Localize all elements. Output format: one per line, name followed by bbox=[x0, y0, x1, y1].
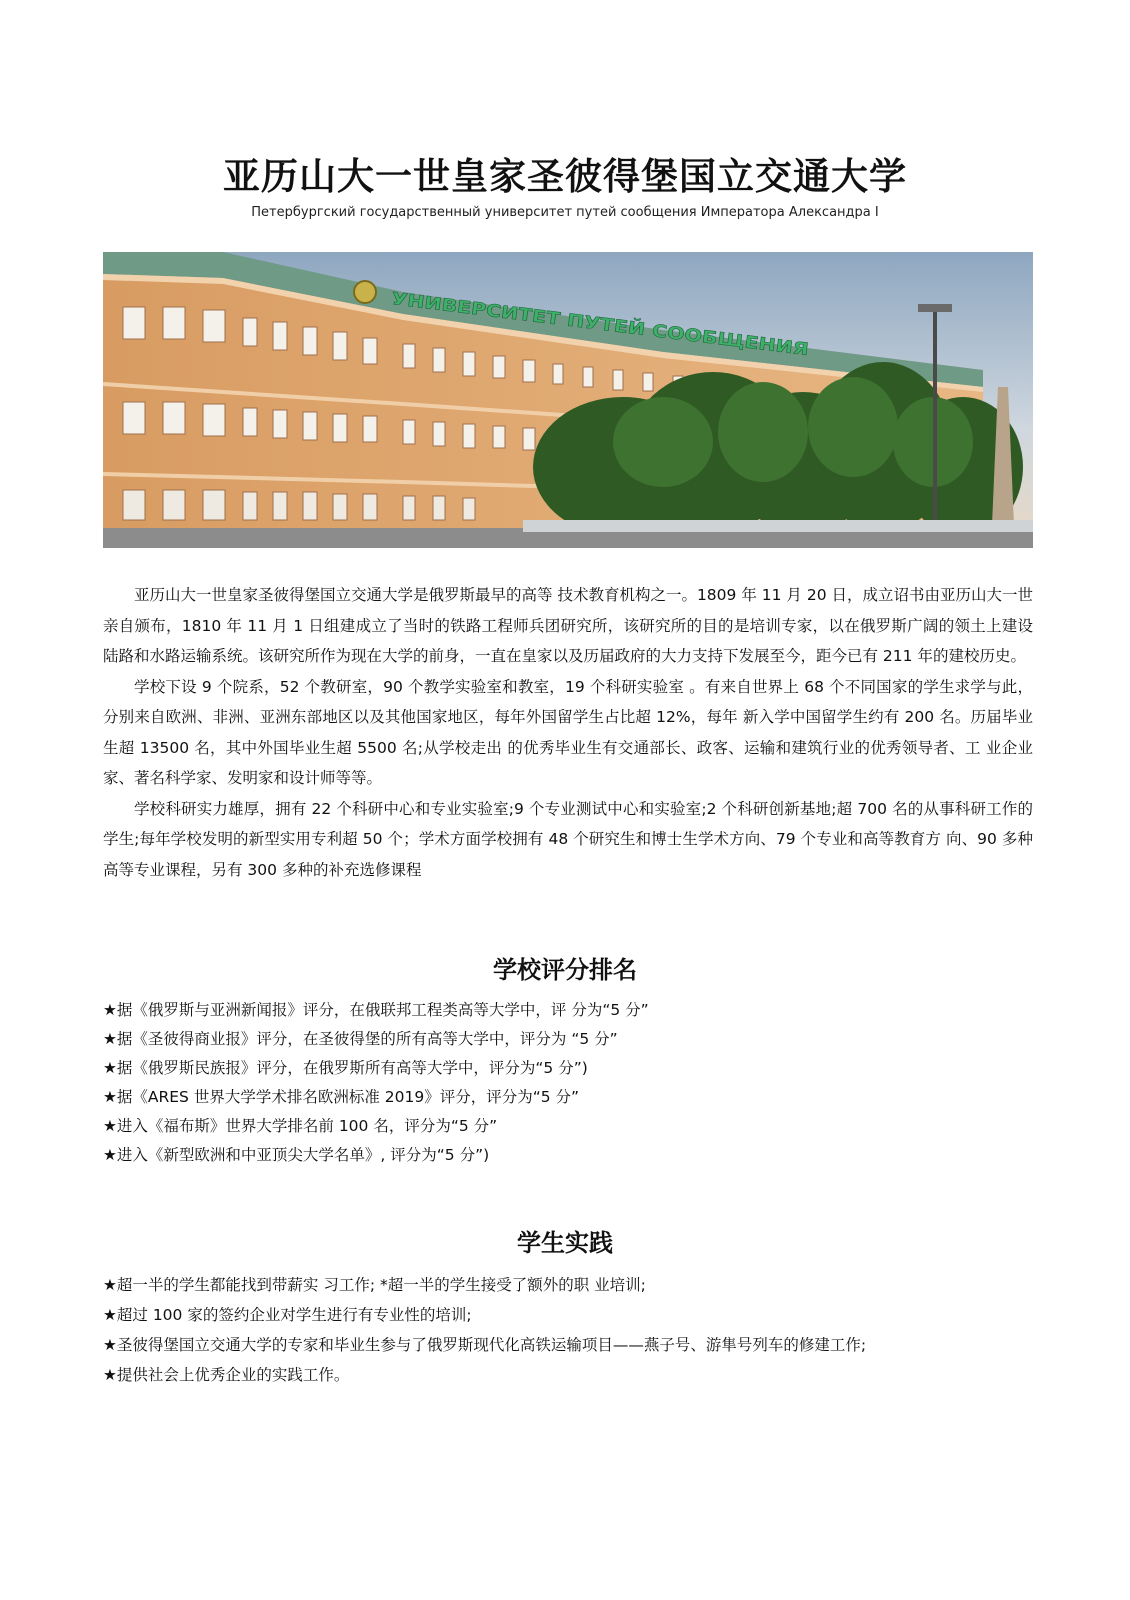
page-subtitle: Петербургский государственный университет путей сообщения Императора Александра I bbox=[251, 205, 879, 220]
page-title: 亚历山大一世皇家圣彼得堡国立交通大学 bbox=[223, 155, 907, 198]
intro-paragraph: 学校科研实力雄厚，拥有 22 个科研中心和专业实验室;9 个专业测试中心和实验室;2 个科研创新基地;超 700 名的从事科研工作的学生;每年学校发明的新型实用专利超 50 个；学术方面学校拥有 48 个研究生和博士生学术方向、79 个专业和高等教育方 向、90 多种高等专业课程，另有 300 多种的补充选修课程 bbox=[103, 799, 1033, 879]
list-item: ★据《ARES 世界大学学术排名欧洲标准 2019》评分，评分为“5 分” bbox=[103, 1088, 580, 1106]
list-item: ★提供社会上优秀企业的实践工作。 bbox=[103, 1366, 350, 1384]
university-building-photo bbox=[103, 252, 1033, 548]
list-item: ★据《俄罗斯民族报》评分，在俄罗斯所有高等大学中，评分为“5 分”) bbox=[103, 1059, 588, 1077]
list-item: ★圣彼得堡国立交通大学的专家和毕业生参与了俄罗斯现代化高铁运输项目——燕子号、游隼号列车的修建工作; bbox=[103, 1336, 867, 1354]
ranking-section-title: 学校评分排名 bbox=[493, 956, 637, 984]
list-item: ★超一半的学生都能找到带薪实 习工作; *超一半的学生接受了额外的职 业培训; bbox=[103, 1276, 646, 1294]
intro-paragraph: 学校下设 9 个院系，52 个教研室，90 个教学实验室和教室，19 个科研实验室 。有来自世界上 68 个不同国家的学生求学与此，分别来自欧洲、非洲、亚洲东部地区以及其他国家地区，每年外国留学生占比超 12%，每年 新入学中国留学生约有 200 名。历届毕业生超 13500 名，其中外国毕业生超 5500 名;从学校走出 的优秀毕业生有交通部长、政客、运输和建筑行业的优秀领导者、工 业企业家、著名科学家、发明家和设计师等等。 bbox=[103, 677, 1033, 787]
practice-section-title: 学生实践 bbox=[517, 1229, 613, 1257]
list-item: ★进入《新型欧洲和中亚顶尖大学名单》, 评分为“5 分”) bbox=[103, 1146, 490, 1164]
list-item: ★进入《福布斯》世界大学排名前 100 名，评分为“5 分” bbox=[103, 1117, 498, 1135]
intro-text bbox=[103, 580, 1033, 885]
list-item: ★超过 100 家的签约企业对学生进行有专业性的培训; bbox=[103, 1306, 472, 1324]
practice-list bbox=[103, 1270, 1043, 1390]
list-item: ★据《俄罗斯与亚洲新闻报》评分，在俄联邦工程类高等大学中，评 分为“5 分” bbox=[103, 1001, 649, 1019]
ranking-list bbox=[103, 996, 1043, 1170]
list-item: ★据《圣彼得商业报》评分，在圣彼得堡的所有高等大学中，评分为 “5 分” bbox=[103, 1030, 618, 1048]
intro-paragraph: 亚历山大一世皇家圣彼得堡国立交通大学是俄罗斯最早的高等 技术教育机构之一。1809 年 11 月 20 日，成立诏书由亚历山大一世亲自颁布，1810 年 11 月 1 日组建成立了当时的铁路工程师兵团研究所，该研究所的目的是培训专家，以在俄罗斯广阔的领土上建设陆路和水路运输系统。该研究所作为现在大学的前身，一直在皇家以及历届政府的大力支持下发展至今，距今已有 211 年的建校历史。 bbox=[103, 586, 1033, 665]
building-sign-text: УНИВЕРСИТЕТ ПУТЕЙ СООБЩЕНИЯ bbox=[390, 289, 737, 352]
